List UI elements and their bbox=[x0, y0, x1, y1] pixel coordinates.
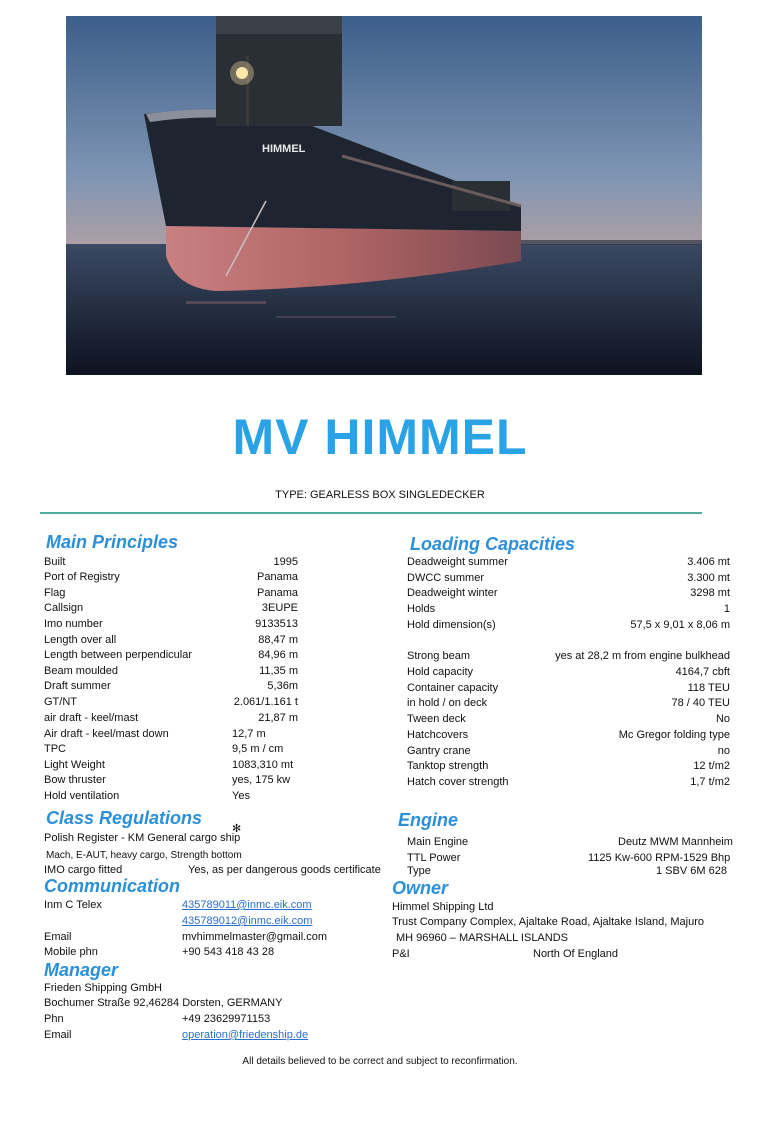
ship-name-on-hull: HIMMEL bbox=[262, 143, 306, 155]
owner-name: Himmel Shipping Ltd bbox=[392, 901, 494, 913]
disclaimer: All details believed to be correct and subject to reconfirmation. bbox=[242, 1056, 518, 1067]
owner-heading: Owner bbox=[392, 878, 449, 898]
email-label: Email bbox=[44, 931, 72, 943]
manager-name: Frieden Shipping GmbH bbox=[44, 982, 163, 994]
main-label: Imo number bbox=[44, 618, 103, 630]
pi-label: P&I bbox=[392, 948, 410, 960]
main-value: Yes bbox=[232, 790, 250, 802]
engine-value: Deutz MWM Mannheim bbox=[618, 836, 733, 848]
loading-label: Hold capacity bbox=[407, 666, 474, 678]
loading-label: in hold / on deck bbox=[407, 697, 488, 709]
main-value: Panama bbox=[257, 587, 298, 599]
manager-phone: +49 23629971153 bbox=[182, 1013, 271, 1025]
engine-label: Type bbox=[407, 865, 431, 877]
class-regulations-heading: Class Regulations bbox=[46, 808, 203, 828]
main-label: Draft summer bbox=[44, 680, 111, 692]
engine-heading: Engine bbox=[398, 810, 459, 830]
mobile-number: +90 543 418 43 28 bbox=[182, 946, 275, 958]
page-title: MV HIMMEL bbox=[232, 409, 528, 465]
main-label: Light Weight bbox=[44, 759, 105, 771]
loading-label: Deadweight winter bbox=[407, 587, 498, 599]
class-line-2: Mach, E-AUT, heavy cargo, Strength bottom bbox=[46, 850, 242, 861]
main-value: yes, 175 kw bbox=[232, 774, 291, 786]
main-value: 1083,310 mt bbox=[232, 759, 294, 771]
manager-heading: Manager bbox=[44, 960, 119, 980]
telex-link-2[interactable]: 435789012@inmc.eik.com bbox=[182, 915, 313, 927]
main-label: TPC bbox=[44, 743, 66, 755]
main-value: 12,7 m bbox=[232, 728, 266, 740]
loading-label: Strong beam bbox=[407, 650, 470, 662]
manager-email-link[interactable]: operation@friedenship.de bbox=[182, 1029, 309, 1041]
loading-label: Deadweight summer bbox=[407, 556, 508, 568]
loading-value: 57,5 x 9,01 x 8,06 m bbox=[630, 619, 730, 631]
main-label: Built bbox=[44, 556, 66, 568]
main-label: Port of Registry bbox=[44, 571, 120, 583]
loading-label: Holds bbox=[407, 603, 436, 615]
loading-label: Hold dimension(s) bbox=[407, 619, 496, 631]
loading-label: DWCC summer bbox=[407, 572, 484, 584]
loading-value: 3.406 mt bbox=[687, 556, 730, 568]
main-label: Flag bbox=[44, 587, 66, 599]
mobile-label: Mobile phn bbox=[44, 946, 98, 958]
main-value: 21,87 m bbox=[258, 712, 298, 724]
main-label: Bow thruster bbox=[44, 774, 106, 786]
pi-value: North Of England bbox=[533, 948, 618, 960]
loading-label: Tanktop strength bbox=[407, 760, 489, 772]
manager-email-label: Email bbox=[44, 1029, 72, 1041]
owner-address-1: Trust Company Complex, Ajaltake Road, Ajaltake Island, Majuro bbox=[392, 916, 705, 928]
main-value: 3EUPE bbox=[261, 602, 298, 614]
ship-type: TYPE: GEARLESS BOX SINGLEDECKER bbox=[275, 489, 485, 501]
star-icon: ✻ bbox=[232, 823, 242, 835]
main-label: air draft - keel/mast bbox=[44, 712, 139, 724]
loading-value: no bbox=[717, 745, 730, 757]
main-value: 1995 bbox=[273, 556, 298, 568]
loading-value: 3298 mt bbox=[690, 587, 730, 599]
ship-photo bbox=[66, 16, 702, 375]
loading-capacities-heading: Loading Capacities bbox=[410, 534, 576, 554]
loading-value: 1,7 t/m2 bbox=[690, 776, 730, 788]
main-value: Panama bbox=[257, 571, 298, 583]
loading-value: 78 / 40 TEU bbox=[671, 697, 730, 709]
engine-value: 1 SBV 6M 628 bbox=[656, 865, 727, 877]
loading-value: 4164,7 cbft bbox=[675, 666, 730, 678]
loading-value: 12 t/m2 bbox=[693, 760, 730, 772]
communication-heading: Communication bbox=[44, 876, 181, 896]
main-label: Length between perpendicular bbox=[44, 649, 193, 661]
main-value: 9133513 bbox=[255, 618, 298, 630]
engine-label: TTL Power bbox=[407, 852, 461, 864]
loading-label: Gantry crane bbox=[407, 745, 471, 757]
main-value: 84,96 m bbox=[258, 649, 298, 661]
main-label: GT/NT bbox=[44, 696, 77, 708]
class-line-1: Polish Register - KM General cargo ship bbox=[44, 832, 241, 844]
loading-label: Container capacity bbox=[407, 682, 499, 694]
imo-cargo-label: IMO cargo fitted bbox=[44, 864, 123, 876]
loading-label: Hatch cover strength bbox=[407, 776, 509, 788]
manager-address: Bochumer Straße 92,46284 Dorsten, GERMANY bbox=[44, 997, 283, 1009]
main-label: Air draft - keel/mast down bbox=[44, 728, 169, 740]
main-value: 11,35 m bbox=[259, 665, 298, 677]
loading-value: Mc Gregor folding type bbox=[618, 729, 730, 741]
loading-value: yes at 28,2 m from engine bulkhead bbox=[555, 650, 730, 662]
loading-label: Tween deck bbox=[407, 713, 466, 725]
loading-value: 1 bbox=[723, 603, 730, 615]
engine-label: Main Engine bbox=[407, 836, 469, 848]
telex-link-1[interactable]: 435789011@inmc.eik.com bbox=[182, 899, 312, 911]
divider bbox=[40, 512, 702, 514]
telex-label: Inm C Telex bbox=[44, 899, 102, 911]
main-principles-heading: Main Principles bbox=[46, 532, 179, 552]
main-label: Beam moulded bbox=[44, 665, 118, 677]
imo-cargo-value: Yes, as per dangerous goods certificate bbox=[188, 864, 381, 876]
main-value: 9,5 m / cm bbox=[232, 743, 284, 755]
loading-label: Hatchcovers bbox=[407, 729, 469, 741]
master-email: mvhimmelmaster@gmail.com bbox=[182, 931, 328, 943]
main-label: Length over all bbox=[44, 634, 117, 646]
main-value: 88,47 m bbox=[258, 634, 298, 646]
loading-value: No bbox=[715, 713, 730, 725]
main-label: Hold ventilation bbox=[44, 790, 120, 802]
main-label: Callsign bbox=[44, 602, 84, 614]
manager-phone-label: Phn bbox=[44, 1013, 64, 1025]
engine-value: 1125 Kw-600 RPM-1529 Bhp bbox=[588, 852, 731, 864]
main-value: 5,36m bbox=[267, 680, 298, 692]
loading-value: 118 TEU bbox=[687, 682, 730, 694]
main-value: 2.061/1.161 t bbox=[233, 696, 298, 708]
owner-address-2: MH 96960 – MARSHALL ISLANDS bbox=[396, 932, 568, 944]
loading-value: 3.300 mt bbox=[687, 572, 730, 584]
